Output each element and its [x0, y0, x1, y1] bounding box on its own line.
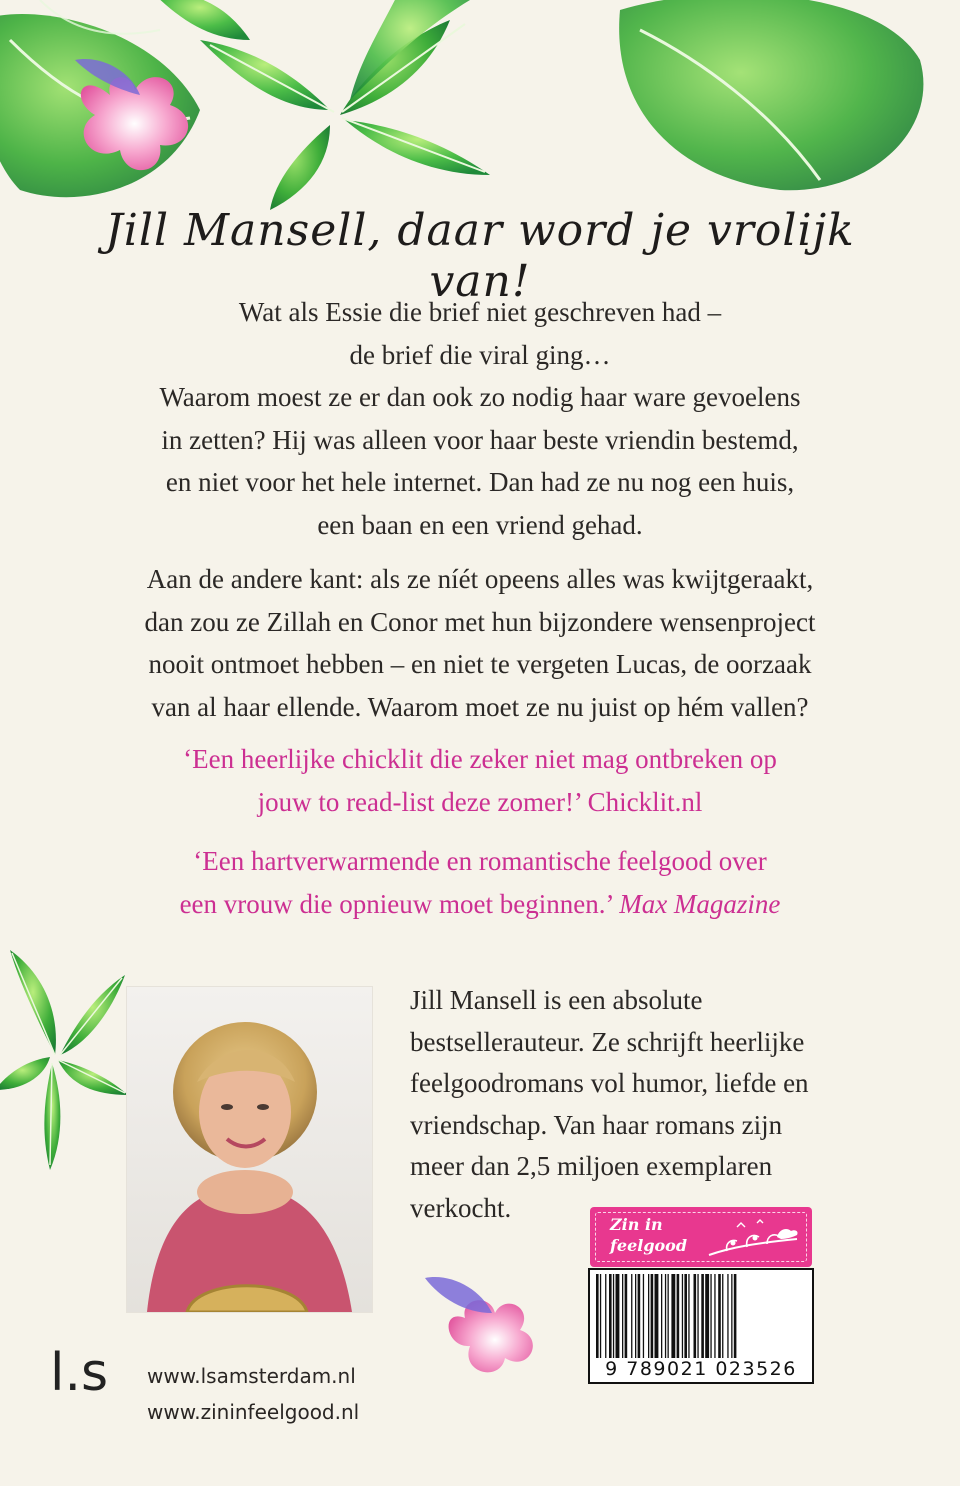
website-urls [147, 1358, 359, 1430]
barcode-bar [651, 1274, 654, 1358]
blurb-line: in zetten? Hij was alleen voor haar beste vriendin bestemd, [161, 424, 799, 455]
blurb-line: nooit ontmoet hebben – en niet te vergeten Lucas, de oorzaak [148, 649, 812, 679]
barcode-bar [722, 1274, 723, 1358]
barcode-bar [643, 1274, 644, 1358]
quote-line: jouw to read-list deze zomer!’ Chicklit.nl [257, 786, 703, 817]
blurb-line: een baan en een vriend gehad. [317, 509, 643, 540]
bio-line: verkocht. [410, 1192, 512, 1223]
barcode-bar [613, 1274, 614, 1358]
barcode-bar [697, 1274, 698, 1358]
barcode-bar [655, 1274, 659, 1358]
barcode-bar [682, 1274, 683, 1358]
blurb-line: van al haar ellende. Waarom moet ze nu juist op hém vallen? [151, 691, 809, 722]
barcode-bar [622, 1274, 623, 1358]
blurb-line: dan zou ze Zillah en Conor met hun bijzondere wensenproject [144, 606, 816, 637]
isbn-number: 9 789021 023526 [605, 1358, 797, 1380]
barcode-bar [701, 1274, 704, 1358]
barcode-bar [714, 1274, 715, 1358]
blurb-line: de brief die viral ging… [349, 339, 611, 370]
barcode-bar [734, 1274, 737, 1358]
bio-line: bestsellerauteur. Ze schrijft heerlijke [410, 1026, 805, 1057]
blurb-line: Wat als Essie die brief niet geschreven had – [238, 297, 722, 327]
barcode-bar [718, 1274, 721, 1358]
zin-in-feelgood-badge [590, 1207, 812, 1267]
barcode-bar [635, 1274, 636, 1358]
leaf-illustration-left [0, 945, 130, 1175]
barcode-bars-icon [596, 1274, 806, 1358]
barcode-bar [694, 1274, 697, 1358]
quote-text: een vrouw die opnieuw moet beginnen.’ [179, 888, 613, 919]
barcode-bar [727, 1274, 728, 1358]
barcode-bar [665, 1274, 666, 1358]
blurb-line: Aan de andere kant: als ze níét opeens alles was kwijtgeraakt, [146, 564, 814, 594]
author-photo [127, 987, 372, 1312]
leaf-illustration-top [0, 0, 960, 210]
blurb-paragraph-1 [40, 291, 920, 546]
blurb-paragraph-2 [40, 558, 920, 728]
author-bio [410, 980, 880, 1229]
barcode-bar [688, 1274, 689, 1358]
barcode-bar [638, 1274, 641, 1358]
bird-branch-icon [707, 1217, 802, 1259]
author-portrait-image [127, 987, 372, 1312]
barcode-bar [631, 1274, 632, 1358]
quote-line: ‘Een hartverwarmende en romantische feelgood over [193, 846, 767, 876]
barcode-bar [710, 1274, 711, 1358]
barcode-bar [671, 1274, 675, 1358]
barcode-bar [668, 1274, 669, 1358]
barcode-bar [684, 1274, 687, 1358]
url-lsamsterdam: www.lsamsterdam.nl [147, 1364, 356, 1388]
review-quote-2 [40, 840, 920, 925]
bio-line: Jill Mansell is een absolute [410, 985, 703, 1015]
bio-line: meer dan 2,5 miljoen exemplaren [410, 1151, 773, 1181]
barcode-bar [648, 1274, 649, 1358]
barcode-bar [600, 1274, 601, 1358]
barcode-bar [596, 1274, 599, 1358]
isbn-barcode [588, 1268, 814, 1384]
barcode-bar [609, 1274, 612, 1358]
review-quote-1 [40, 738, 920, 823]
bio-line: feelgoodromans vol humor, liefde en [410, 1068, 809, 1098]
blurb-line: Waarom moest ze er dan ook zo nodig haar ware gevoelens [159, 382, 801, 412]
barcode-bar [661, 1274, 662, 1358]
badge-text [610, 1214, 687, 1256]
barcode-bar [677, 1274, 680, 1358]
tagline: Jill Mansell, daar word je vrolijk van! [105, 205, 855, 307]
quote-line: ‘Een heerlijke chicklit die zeker niet mag ontbreken op [183, 744, 777, 774]
barcode-bar [616, 1274, 620, 1358]
barcode-bar [625, 1274, 628, 1358]
flower-illustration [420, 1268, 550, 1388]
bio-line: vriendschap. Van haar romans zijn [410, 1109, 783, 1140]
blurb-line: en niet voor het hele internet. Dan had ze nu nog een huis, [165, 467, 795, 497]
barcode-bar [731, 1274, 732, 1358]
quote-line [40, 883, 920, 926]
barcode-bar [605, 1274, 606, 1358]
url-zininfeelgood: www.zininfeelgood.nl [147, 1400, 360, 1424]
publisher-logo: l.s [50, 1343, 109, 1403]
quote-source: Max Magazine [619, 888, 781, 919]
badge-line: feelgood [610, 1236, 688, 1255]
barcode-bar [705, 1274, 709, 1358]
badge-line: Zin in [610, 1215, 663, 1234]
